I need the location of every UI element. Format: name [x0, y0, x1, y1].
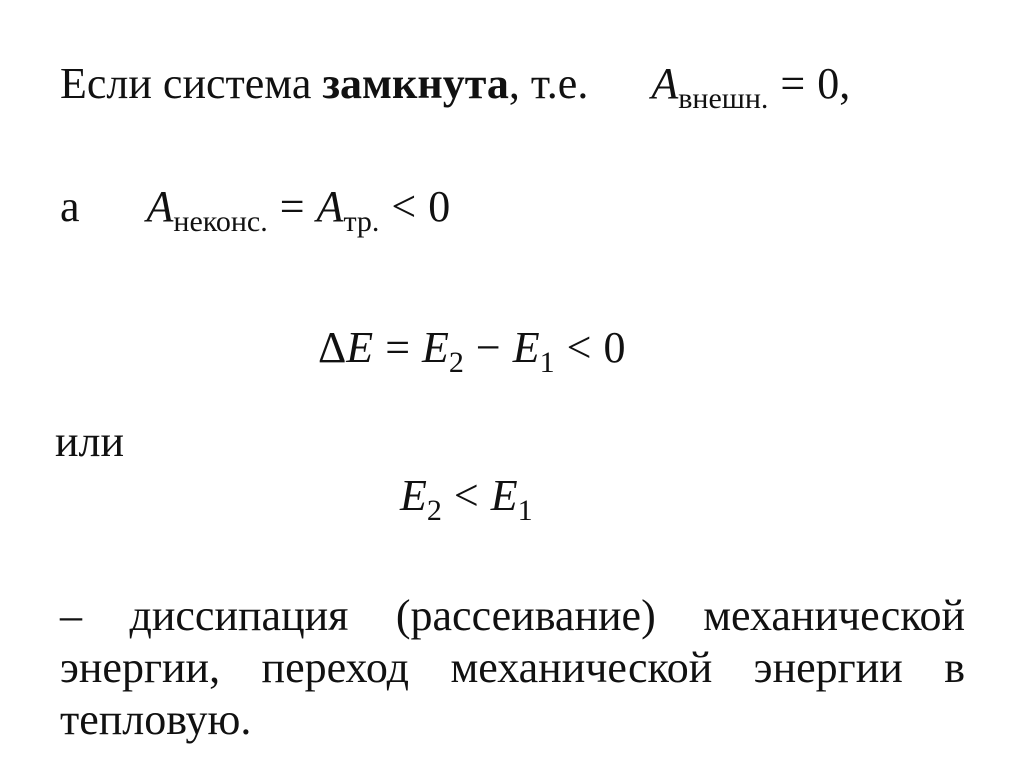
nonconservative-work-formula [146, 182, 451, 238]
energy-symbol: E [490, 471, 518, 520]
work-subscript-friction: тр. [343, 205, 380, 238]
subscript-2: 2 [448, 346, 464, 379]
condition-text-bold: замкнута [322, 59, 509, 108]
external-work-formula [651, 59, 851, 115]
or-text: или [55, 417, 125, 466]
subscript-1: 1 [517, 494, 533, 527]
subscript-2: 2 [426, 494, 442, 527]
work-symbol: A [316, 182, 344, 231]
work-symbol: A [146, 182, 174, 231]
closed-system-condition-line [60, 59, 851, 115]
work-subscript-external: внешн. [678, 82, 769, 115]
subscript-1: 1 [539, 346, 555, 379]
equals-operator: = [385, 323, 411, 372]
energy-symbol: E [346, 323, 374, 372]
less-than-operator: < [453, 471, 479, 520]
minus-operator: − [475, 323, 501, 372]
equals-operator: = [279, 182, 305, 231]
energy-change-formula [318, 323, 626, 379]
energy-symbol: E [400, 471, 427, 520]
energy-symbol: E [422, 323, 449, 372]
conjunction-a: а [60, 182, 80, 231]
less-than-operator: < [566, 323, 592, 372]
zero-value: 0 [603, 323, 626, 372]
condition-text-pre: Если система [60, 59, 323, 108]
work-subscript-nonconservative: неконс. [173, 205, 268, 238]
trailing-comma: , [839, 59, 851, 108]
condition-text-post: , т.е. [508, 59, 589, 108]
delta-symbol: Δ [318, 323, 347, 372]
zero-value: 0 [428, 182, 451, 231]
energy-inequality-formula [400, 471, 533, 527]
energy-symbol: E [512, 323, 540, 372]
nonconservative-work-line [60, 182, 451, 238]
less-than-operator: < [391, 182, 417, 231]
equals-operator: = [780, 59, 806, 108]
zero-value: 0 [817, 59, 840, 108]
work-symbol: A [651, 59, 679, 108]
dissipation-explanation-paragraph: – диссипация (рассеивание) механической энергии, переход механической энергии в тепловую. [60, 591, 965, 744]
